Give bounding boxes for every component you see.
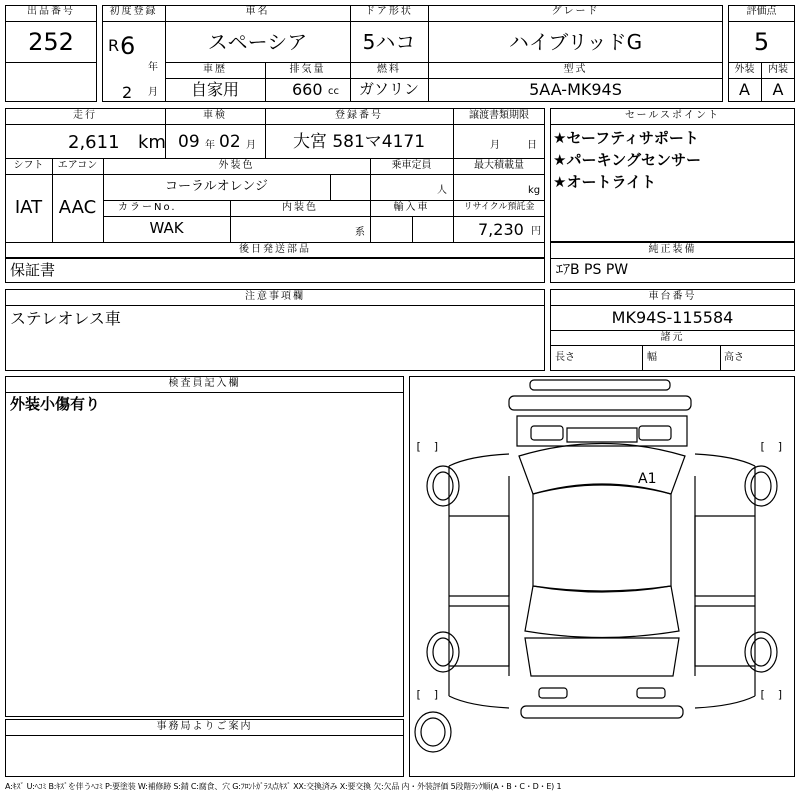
max-load-label: 最大積載量 — [474, 160, 524, 171]
month-unit: 月 — [148, 87, 158, 98]
max-load-unit: kg — [528, 185, 541, 196]
sales-point-item: ★オートライト — [553, 173, 656, 191]
capacity-label: 乗車定員 — [391, 160, 432, 171]
lot-number: 252 — [28, 28, 74, 56]
recycle-deposit: 7,230 — [478, 220, 524, 239]
inspector-label: 検査員記入欄 — [168, 378, 241, 389]
equipment-label: 純正装備 — [648, 244, 697, 255]
registration-month: 2 — [122, 83, 133, 102]
svg-text:]: ] — [777, 440, 784, 453]
mileage-label: 走行 — [73, 110, 97, 121]
sales-point-item: ★セーフティサポート — [553, 129, 699, 147]
exterior-grade: A — [739, 80, 750, 99]
car-diagram — [409, 376, 795, 777]
first-registration-label: 初度登録 — [109, 6, 158, 17]
capacity-unit: 人 — [437, 185, 447, 196]
svg-text:]: ] — [433, 440, 440, 453]
transfer-deadline-label: 譲渡書類期限 — [469, 110, 529, 121]
equipment: ｴｱB PS PW — [556, 262, 629, 278]
height-label: 高さ — [724, 352, 744, 363]
era-letter: R — [108, 36, 120, 55]
interior-color-label: 内装色 — [282, 202, 318, 213]
fuel-label: 燃料 — [377, 64, 401, 75]
grade-label: グレード — [551, 6, 600, 17]
color-number: WAK — [149, 219, 184, 237]
exterior-color: コーラルオレンジ — [165, 179, 268, 194]
notes-label: 注意事項欄 — [245, 291, 305, 302]
interior-label: 内装 — [768, 64, 788, 75]
overall-score: 5 — [753, 28, 770, 56]
sales-point-item: ★パーキングセンサー — [553, 151, 701, 169]
legend: A:ｷｽﾞ U:ﾍｺﾐ B:ｷｽﾞを伴うﾍｺﾐ P:要塗装 W:補修跡 S:錆 C:腐食、穴 G:ﾌﾛﾝﾄｶﾞﾗｽ点ｷｽﾞ XX:交換済み X:要交換 欠:欠品 内・外装評価 5段階ﾗﾝｸ順(A・B・C・D・E) 1 — [5, 782, 562, 791]
history-label: 車歴 — [203, 64, 227, 75]
svg-text:[: [ — [759, 440, 766, 453]
door-label: ドア形状 — [365, 6, 413, 17]
registration-plate: 大宮 581マ4171 — [292, 132, 426, 152]
notes: ステレオレス車 — [10, 309, 121, 328]
width-label: 幅 — [647, 352, 657, 363]
inspection-month-unit: 月 — [246, 140, 256, 151]
inspection-year-unit: 年 — [205, 140, 215, 151]
transfer-month-unit: 月 — [490, 140, 500, 151]
model-code-label: 型式 — [563, 64, 588, 75]
svg-text:]: ] — [433, 688, 440, 701]
model-code: 5AA-MK94S — [529, 80, 622, 99]
lot-number-label: 出品番号 — [27, 6, 75, 17]
car-history: 自家用 — [190, 80, 239, 99]
ac-label: エアコン — [57, 160, 98, 171]
door-type: 5ハコ — [362, 30, 416, 54]
svg-text:[: [ — [415, 688, 422, 701]
inspection-year: 09 — [178, 132, 200, 152]
inspection-label: 車検 — [203, 110, 227, 121]
shift: IAT — [14, 197, 43, 218]
length-label: 長さ — [555, 352, 575, 363]
year-unit: 年 — [148, 62, 158, 73]
chassis-number: MK94S-115584 — [611, 308, 734, 327]
mileage-unit: km — [138, 132, 166, 153]
shift-label: シフト — [13, 160, 44, 171]
registration-year: 6 — [120, 32, 136, 60]
displacement-unit: cc — [328, 86, 339, 97]
svg-text:[: [ — [759, 688, 766, 701]
svg-text:[: [ — [415, 440, 422, 453]
damage-mark: A1 — [638, 471, 657, 487]
import-label: 輸入車 — [393, 202, 430, 213]
displacement-label: 排気量 — [289, 64, 326, 75]
air-conditioner: AAC — [58, 197, 97, 218]
exterior-label: 外装 — [734, 64, 755, 75]
inspector-box — [5, 376, 404, 717]
car-name-label: 車名 — [245, 6, 270, 17]
plate-label: 登録番号 — [335, 110, 383, 121]
later-parts-label: 後日発送部品 — [239, 244, 311, 255]
recycle-unit: 円 — [531, 226, 541, 237]
specs-label: 諸元 — [660, 332, 685, 343]
grade: ハイブリッドG — [508, 30, 643, 54]
interior-grade: A — [772, 80, 784, 99]
color-number-label: カラーNo. — [118, 202, 177, 213]
sales-points-label: セールスポイント — [624, 110, 721, 121]
inspector-notes: 外装小傷有り — [10, 395, 101, 413]
mileage: 2,611 — [68, 132, 120, 153]
office-notice-label: 事務局よりご案内 — [156, 721, 253, 732]
later-parts: 保証書 — [10, 261, 56, 279]
score-label: 評価点 — [746, 6, 777, 17]
exterior-color-label: 外装色 — [218, 160, 255, 171]
displacement: 660 — [292, 80, 323, 99]
interior-color-unit: 系 — [355, 227, 365, 238]
recycle-deposit-label: リサイクル預託金 — [463, 202, 535, 212]
chassis-number-label: 車台番号 — [648, 291, 697, 302]
fuel: ガソリン — [358, 80, 419, 98]
later-parts-box — [5, 258, 545, 283]
inspection-month: 02 — [219, 132, 241, 152]
svg-text:]: ] — [777, 688, 784, 701]
car-name: スペーシア — [207, 30, 308, 54]
transfer-day-unit: 日 — [527, 140, 537, 151]
